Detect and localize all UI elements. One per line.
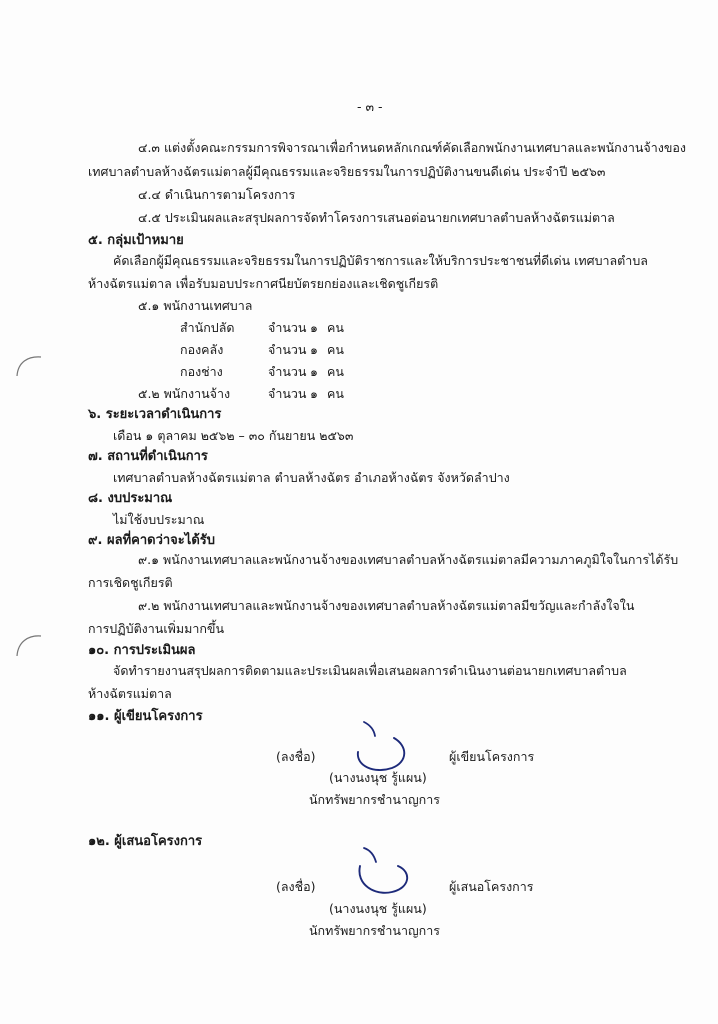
section-10-line1: จัดทำรายงานสรุปผลการติดตามและประเมินผลเพื่อเสนอผลการดำเนินงานต่อนายกเทศบาลตำบล [113,663,627,678]
target-classifier: คน [327,386,344,401]
target-classifier: คน [327,320,344,335]
signer-position: นักทรัพยากรชำนาญการ [309,792,440,807]
signer-name: (นางนงนุช รู้แผน) [329,901,427,916]
section-5-heading: ๕. กลุ่มเป้าหมาย [88,233,184,248]
section-9-2-line2: การปฏิบัติงานเพิ่มมากขึ้น [88,621,225,636]
item-4-3-line1: ๔.๓ แต่งตั้งคณะกรรมการพิจารณาเพื่อกำหนดหลักเกณฑ์คัดเลือกพนักงานเทศบาลและพนักงานจ้างของ [138,140,686,155]
section-6-heading: ๖. ระยะเวลาดำเนินการ [88,407,222,422]
target-classifier: คน [327,364,344,379]
section-12-heading: ๑๒. ผู้เสนอโครงการ [88,834,203,849]
target-count: ๑ [310,342,318,357]
section-8-body: ไม่ใช้งบประมาณ [113,512,205,527]
page-number: - ๓ - [357,99,383,114]
section-9-2-line1: ๙.๒ พนักงานเทศบาลและพนักงานจ้างของเทศบาลตำบลห้างฉัตรแม่ตาลมีขวัญและกำลังใจใน [138,598,635,613]
section-11-heading: ๑๑. ผู้เขียนโครงการ [88,709,203,724]
target-count: ๑ [310,320,318,335]
target-count: ๑ [310,364,318,379]
section-9-1-line1: ๙.๑ พนักงานเทศบาลและพนักงานจ้างของเทศบาลตำบลห้างฉัตรแม่ตาลมีความภาคภูมิใจในการได้รับ [138,552,679,567]
section-10-heading: ๑๐. การประเมินผล [88,643,196,658]
signer-role: ผู้เสนอโครงการ [449,879,534,894]
section-5-sub2: ๕.๒ พนักงานจ้าง [138,386,231,401]
item-4-4: ๔.๔ ดำเนินการตามโครงการ [138,187,296,202]
signature-label: (ลงชื่อ) [276,879,316,894]
section-9-1-line2: การเชิดชูเกียรติ [88,575,173,590]
handwritten-signature [352,840,424,902]
signer-role: ผู้เขียนโครงการ [449,749,535,764]
target-unit: สำนักปลัด [180,320,235,335]
section-5-line2: ห้างฉัตรแม่ตาล เพื่อรับมอบประกาศนียบัตรยกย่องและเชิดชูเกียรติ [88,276,439,291]
target-count-word: จำนวน [268,364,307,379]
section-10-line2: ห้างฉัตรแม่ตาล [88,686,172,701]
section-5-sub1: ๕.๑ พนักงานเทศบาล [138,298,253,313]
section-9-heading: ๙. ผลที่คาดว่าจะได้รับ [88,533,215,548]
signer-position: นักทรัพยากรชำนาญการ [309,923,440,938]
section-5-line1: คัดเลือกผู้มีคุณธรรมและจริยธรรมในการปฏิบัติราชการและให้บริการประชาชนที่ดีเด่น เทศบาลตำบล [113,253,648,268]
target-unit: กองคลัง [180,342,224,357]
target-classifier: คน [327,342,344,357]
section-7-heading: ๗. สถานที่ดำเนินการ [88,449,208,464]
handwritten-signature [344,716,416,778]
target-count-word: จำนวน [268,320,307,335]
signature-label: (ลงชื่อ) [276,749,316,764]
item-4-5: ๔.๕ ประเมินผลและสรุปผลการจัดทำโครงการเสนอต่อนายกเทศบาลตำบลห้างฉัตรแม่ตาล [138,210,615,225]
section-8-heading: ๘. งบประมาณ [88,491,173,506]
signer-name: (นางนงนุช รู้แผน) [329,770,427,785]
scan-artifact-left-bottom [14,628,44,658]
scan-artifact-left-top [14,350,44,378]
target-count: ๑ [310,386,318,401]
section-7-body: เทศบาลตำบลห้างฉัตรแม่ตาล ตำบลห้างฉัตร อำเภอห้างฉัตร จังหวัดลำปาง [113,470,510,485]
target-count-word: จำนวน [268,386,307,401]
item-4-3-line2: เทศบาลตำบลห้างฉัตรแม่ตาลผู้มีคุณธรรมและจริยธรรมในการปฏิบัติงานขนดีเด่น ประจำปี ๒๕๖๓ [88,164,606,179]
section-6-body: เดือน ๑ ตุลาคม ๒๕๖๒ – ๓๐ กันยายน ๒๕๖๓ [113,428,354,443]
target-count-word: จำนวน [268,342,307,357]
target-unit: กองช่าง [180,364,223,379]
